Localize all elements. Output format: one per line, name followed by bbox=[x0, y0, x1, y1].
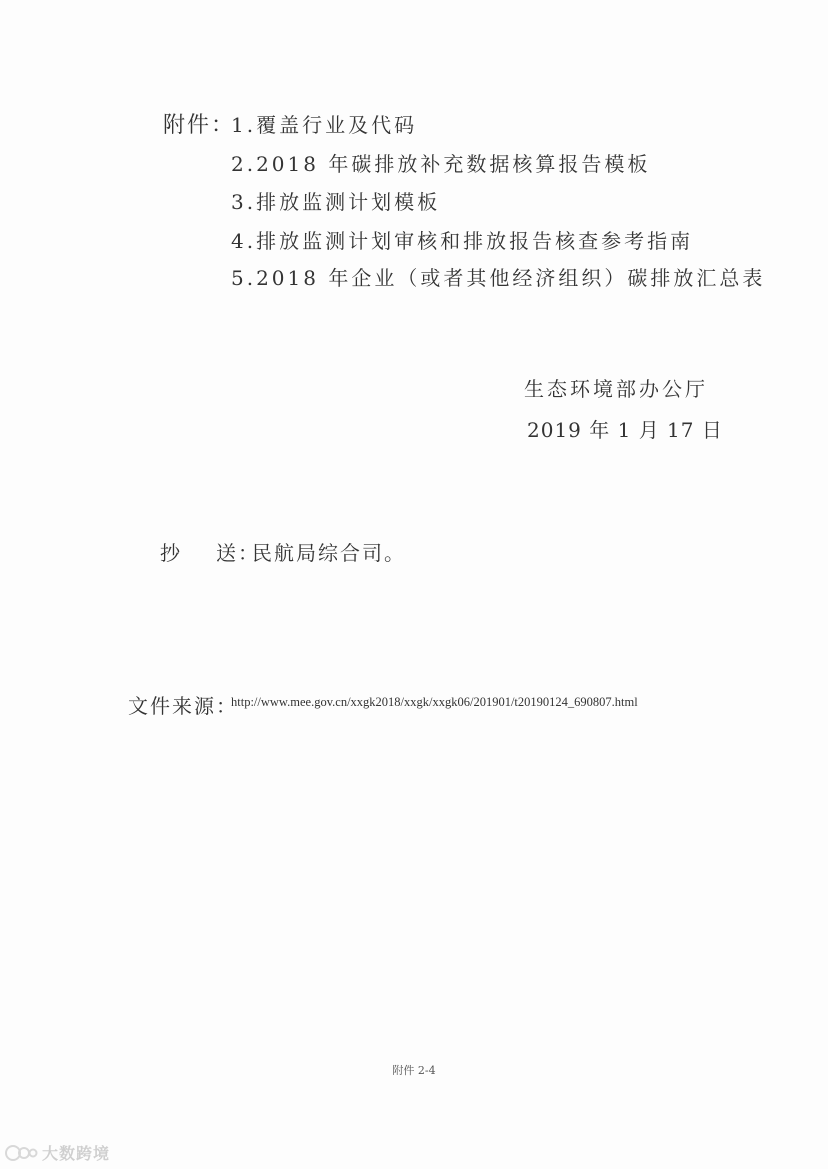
source-url: http://www.mee.gov.cn/xxgk2018/xxgk/xxgk06/201901/t20190124_690807.html bbox=[231, 695, 638, 709]
signature-organization: 生态环境部办公厅 bbox=[524, 377, 708, 401]
watermark-text: 大数跨境 bbox=[42, 1144, 111, 1163]
watermark bbox=[4, 1141, 110, 1164]
signature-date: 2019 年 1 月 17 日 bbox=[527, 418, 723, 442]
attachment-item-2: 2.2018 年碳排放补充数据核算报告模板 bbox=[231, 152, 651, 176]
cc-label bbox=[160, 537, 260, 566]
page-footer: 附件 2-4 bbox=[392, 1064, 436, 1077]
attachment-item-3: 3.排放监测计划模板 bbox=[231, 190, 441, 214]
attachments-label: 附件： bbox=[163, 113, 236, 138]
cc-label-part2: 送： bbox=[216, 541, 260, 565]
watermark-logo-icon bbox=[4, 1142, 38, 1164]
source-label: 文件来源： bbox=[128, 694, 238, 718]
attachment-item-5: 5.2018 年企业（或者其他经济组织）碳排放汇总表 bbox=[231, 266, 766, 290]
cc-value: 民航局综合司。 bbox=[252, 541, 406, 565]
attachment-item-4: 4.排放监测计划审核和排放报告核查参考指南 bbox=[231, 229, 694, 253]
cc-label-part1: 抄 bbox=[160, 541, 182, 565]
attachment-item-1: 1.覆盖行业及代码 bbox=[231, 113, 418, 137]
